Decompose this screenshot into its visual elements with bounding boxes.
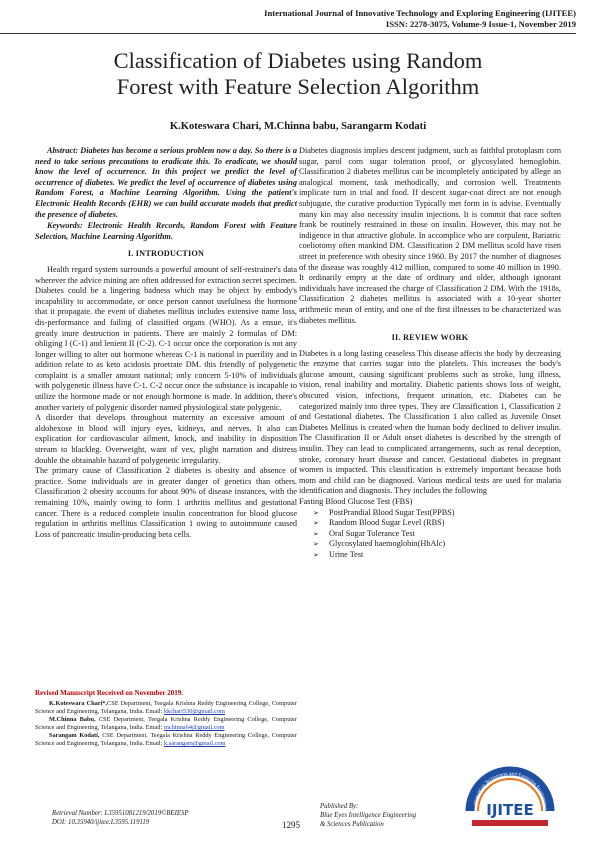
publisher-info	[320, 802, 416, 829]
ijitee-logo	[462, 765, 558, 831]
test-list	[299, 508, 561, 561]
author-footnote	[35, 689, 297, 748]
logo-arc-text: Innovative Technology and Exploring Engineering	[472, 771, 549, 811]
list-item: ➢ Glycosylated haemoglobin(HbAlc)	[313, 539, 446, 549]
journal-name: International Journal of Innovative Technology and Exploring Engineering (IJITEE)	[264, 8, 576, 18]
intro-paragraph-3: The primary cause of Classification 2 diabetes is obesity and absence of practice. Some individuals are in greater danger of genetics than others. Classification 2 obesity accounts for about 90% of disease instances, with the remaining 10%, mainly owing to form 1 arthritis mellitus and gestational cancer. There is a reduced complete insulin concentration for blood glucose regulation in arthritis mellitus Classification 1 owing to autoimmune caused Loss of pancreatic insulin-producing beta cells.	[35, 466, 297, 539]
email-link[interactable]: k.sarangam@gmail.com	[164, 740, 226, 747]
arrow-bullet-icon: ➢	[313, 508, 319, 517]
logo-band	[472, 820, 548, 826]
section-heading-review: II. REVIEW WORK	[391, 333, 469, 343]
arrow-bullet-icon: ➢	[313, 519, 319, 528]
list-item: ➢ Urine Test	[313, 549, 364, 559]
publisher-line-1: Blue Eyes Intelligence Engineering	[320, 812, 417, 819]
published-by-label: Published By:	[320, 803, 359, 810]
journal-issn: ISSN: 2278-3075, Volume-9 Issue-1, November 2019	[385, 19, 576, 29]
email-link[interactable]: mchinna64@gmail.com	[164, 724, 225, 731]
title-line-1: Classification of Diabetes using Random	[113, 48, 483, 73]
manuscript-received: Revised Manuscript Received on November 2019.	[35, 689, 184, 697]
section-heading-introduction: I. INTRODUCTION	[127, 249, 205, 259]
journal-header	[264, 8, 576, 30]
retrieval-number: Retrieval Number: L35951081219/2019©BEIESP	[52, 810, 189, 817]
paper-title	[40, 48, 556, 100]
intro-paragraph-2: A disorder that develops throughout maternity an excessive amount of aldohexose in blood will injury eyes, kidneys, and nerves. It also can explication for cardiovascular ailment, knock, and inability in disposition stream to blackleg. Overweight, want of vex, plight narration and distress double the obtainable hazard of polygenetic irregularity.	[35, 413, 297, 465]
email-link[interactable]: kkchari530@gmail.com	[164, 708, 225, 715]
review-paragraph-1: Diabetes is a long lasting ceaseless This disease affects the body by decreasing the enzyme that carries sugar into the platelets. This increases the body's glucose amount, causing significant problems such as stroke, lung illness, vision, renal inability and mortality. Diabetic patients shows loss of weight, obscured vision, infections, frequent urination, etc. Diabetes can be categorized mainly into three types. They are Classification 1, Classification 2 and Gestational diabetes. The Classification 1 also called as Juvenile Onset Diabetes Mellitus is created when the human body declined to deliver insulin. The Classification II or Adult onset diabetes is described by the strength of insulin. They can lead to complicated arrangements, such as renal deception, stroke, coronary heart disease and cancer. Gestational diabetes in pregnant women is impacted. This classification is extremely important because both mom and child can be diagnosed. Various medical tests are used for malaria identification and diagnosis. They includes the following	[299, 348, 561, 496]
left-column	[35, 146, 297, 540]
list-item: ➢ Oral Sugar Tolerance Test	[313, 528, 415, 538]
arrow-bullet-icon: ➢	[313, 540, 319, 549]
author-affiliation-3: Sarangam Kodati, CSE Department, Teegala Krishna Reddy Engineering College, Computer Science and Engineering, Telangana, India. Email: k.sarangam@gmail.com	[35, 732, 297, 747]
keywords: Keywords: Electronic Health Records, Random Forest with Feature Selection, Machine Learning Algorithm.	[35, 221, 297, 241]
arrow-bullet-icon: ➢	[313, 529, 319, 538]
author-list: K.Koteswara Chari, M.Chinna babu, Sarangarm Kodati	[169, 121, 427, 132]
author-affiliation-2: M.Chinna Babu, CSE Department, Teegala Krishna Reddy Engineering College, Computer Science and Engineering, Telangana, India. Email: mchinna64@gmail.com	[35, 716, 297, 731]
header-rule	[0, 33, 576, 34]
intro-paragraph-1: Health regard system surrounds a powerful amount of self-restrainer's data wherever the advice mining are often addressed for extraction secret specimen. Diabetes could be a lingering badness which may be object by embody's incapability to accommodate, or once person cannot usefulness the hormone that it propagate. the event of diabetes mellitus includes extensive name loss, dis-performance and failing of classified organs (WHO). As a ensue, it's greatly inure destruction in patients. There are mainly 2 formulas of DM: obliging I (C-1) and lenient II (C-2). C-1 occur once the corporation is not any longer willing to alter out hormone whereas C-1 is national in puerility and in addition relate to as keto acidosis proetrate DM. this friendly of polygenetic complaint is a smaller amount national; only concern 5-10% of individuals with polygenetic illness have C-1. C-2 occur once the substance is incapable to utilize the hormone made or not enough hormone is made. In addition, there's another variety of polygenic disorder named physiological state polygenic.	[35, 264, 297, 412]
abstract: Abstract: Diabetes has become a serious problem now a day. So there is a need to take serious precautions to eradicate this. To eradicate, we should know the level of occurrence. In this project we predict the level of occurrence of diabetes. We predict the level of occurrence of diabetes using Random Forest, a Machine Learning Algorithm. Using the patient's Electronic Health Records (EHR) we can build accurate models that predict the presence of diabetes.	[35, 146, 297, 219]
retrieval-info	[52, 809, 189, 827]
logo-wordmark: IJITEE	[486, 801, 534, 819]
intro-continued-paragraph: Diabetes diagnosis implies descent judgment, such as faithful protoplasm corn sugar, parol corn sugar toleration proof, or glycosylated hemoglobin. Classification 2 diabetes mellitus can be incompletely anticipated by allege an analogical moment, task methodically, and corrosion well. Treatments implicate turn in trial and food. If descent sugar-coat direct are not enough subjugate, the curative production Typically met form in is advise. Eventually many kin may also necessity insulin injections. It is commit that race soften frank be routinely restrained in those on insulin. However, this may not be indigence in that attractive globule. In accomplice who are corpulent, Bariatric coeliotomy often mankind DM. Classification 2 DM mellitus scold have risen street in preference with obesity since 1960. By 2017 the number of diagnoses of the disease was roughly 412 million, compared to some 40 million in 1990. It ordinarily empty at the date of ordinary and older, although ignorant individuals have increased the charge of Classification 2 DM. With the 1918s, Classification 2 diabetes mellitus is associated with a 10-year shorter arithmetic mean of entity, and one of the first illnesses to be characterized was diabetes mellitus.	[299, 146, 561, 325]
list-item: ➢ Random Blood Sugar Level (RBS)	[313, 518, 445, 528]
author-affiliation-1: K.Koteswara Chari*,CSE Department, Teegala Krishna Reddy Engineering College, Computer Science and Engineering, Telangana, India. Email: kkchari530@gmail.com	[35, 700, 297, 715]
arrow-bullet-icon: ➢	[313, 550, 319, 559]
list-item: ➢ PostPrandial Blood Sugar Test(PPBS)	[313, 507, 455, 517]
right-column	[299, 146, 561, 561]
title-line-2: Forest with Feature Selection Algorithm	[116, 74, 480, 99]
review-paragraph-2: Fasting Blood Glucose Test (FBS)	[299, 497, 413, 506]
doi: DOI: 10.35940/ijitee.L3595.119119	[52, 819, 150, 826]
publisher-line-2: & Sciences Publication	[320, 821, 384, 828]
page-number: 1295	[282, 820, 300, 830]
